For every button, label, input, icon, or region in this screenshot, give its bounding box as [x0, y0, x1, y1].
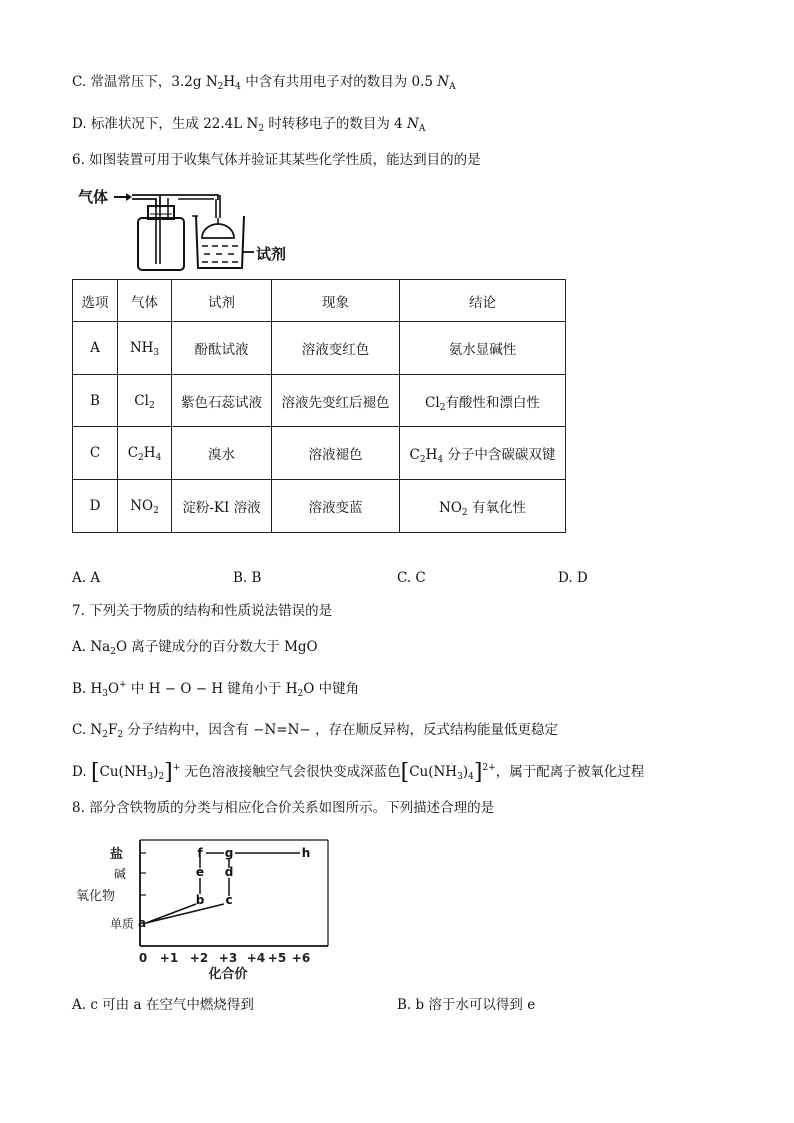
- q6-table: [72, 279, 566, 533]
- cell-gas: $NH_3$: [118, 322, 172, 375]
- q8-option-b[interactable]: B. b 溶于水可以得到 e: [397, 997, 536, 1013]
- point-g: g: [224, 846, 234, 860]
- point-b: b: [195, 893, 205, 907]
- q7-option-d[interactable]: D. $[Cu(NH_3)_2]^+$ 无色溶液接触空气会很快变成深蓝色$[Cu(NH_3)_4]^{2+}$，属于配离子被氧化过程: [72, 760, 645, 785]
- cell-option: A: [73, 322, 118, 375]
- y-label-element: 单质: [110, 917, 135, 931]
- q6-option-a[interactable]: A. A: [72, 570, 101, 586]
- cell-option: D: [73, 480, 118, 533]
- x-tick-3: +3: [218, 951, 238, 965]
- cell-conclusion: 氨水显碱性: [400, 322, 566, 375]
- x-tick-0: 0: [138, 951, 148, 965]
- gas-label: 气体: [78, 188, 109, 206]
- q7-option-b[interactable]: B. $H_3O^+$ 中 H − O − H 键角小于 $H_2O$ 中键角: [72, 680, 360, 699]
- header-reagent: 试剂: [172, 280, 272, 322]
- header-gas: 气体: [118, 280, 172, 322]
- point-c: c: [225, 893, 233, 907]
- cell-phenomenon: 溶液变红色: [272, 322, 400, 375]
- point-h: h: [301, 846, 311, 860]
- table-row: [73, 427, 566, 480]
- q7-stem: 7. 下列关于物质的结构和性质说法错误的是: [72, 603, 333, 619]
- q7-option-a[interactable]: A. $Na_2O$ 离子键成分的百分数大于 MgO: [72, 639, 318, 657]
- y-label-base: 碱: [114, 867, 127, 881]
- q6-stem: 6. 如图装置可用于收集气体并验证其某些化学性质，能达到目的的是: [72, 152, 481, 168]
- q6-apparatus-figure: [78, 180, 298, 272]
- y-label-salt: 盐: [110, 847, 124, 862]
- cell-reagent: 溴水: [172, 427, 272, 480]
- point-a: a: [137, 916, 147, 930]
- table-row: [73, 375, 566, 427]
- cell-option: C: [73, 427, 118, 480]
- header-conclusion: 结论: [400, 280, 566, 322]
- cell-reagent: 酚酞试液: [172, 322, 272, 375]
- q8-stem: 8. 部分含铁物质的分类与相应化合价关系如图所示。下列描述合理的是: [72, 800, 495, 816]
- table-row: [73, 480, 566, 533]
- y-label-oxide: 氧化物: [76, 889, 116, 904]
- reagent-label: 试剂: [256, 245, 287, 263]
- table-row: [73, 322, 566, 375]
- q5-option-c: C. 常温常压下，3.2g $N_2H_4$ 中含有共用电子对的数目为 0.5 $N_A$: [72, 74, 456, 92]
- header-phenomenon: 现象: [272, 280, 400, 322]
- x-axis-label: 化合价: [208, 967, 248, 982]
- cell-phenomenon: 溶液变蓝: [272, 480, 400, 533]
- cell-gas: $Cl_2$: [118, 375, 172, 427]
- cell-option: B: [73, 375, 118, 427]
- cell-conclusion: $Cl_2$有酸性和漂白性: [400, 375, 566, 427]
- cell-reagent: 紫色石蕊试液: [172, 375, 272, 427]
- q6-option-d[interactable]: D. D: [558, 570, 588, 586]
- table-header-row: [73, 280, 566, 322]
- point-e: e: [195, 865, 205, 879]
- cell-phenomenon: 溶液褪色: [272, 427, 400, 480]
- x-tick-5: +5: [267, 951, 287, 965]
- q6-option-b[interactable]: B. B: [233, 570, 262, 586]
- q8-iron-valence-chart: [76, 836, 340, 982]
- x-tick-1: +1: [159, 951, 179, 965]
- q7-option-c[interactable]: C. $N_2F_2$ 分子结构中，因含有 −N=N− ，存在顺反异构，反式结构能量低更稳定: [72, 722, 559, 740]
- cell-gas: $C_2H_4$: [118, 427, 172, 480]
- x-tick-6: +6: [291, 951, 311, 965]
- cell-conclusion: $C_2H_4$ 分子中含碳碳双键: [400, 427, 566, 480]
- point-f: f: [197, 846, 203, 860]
- q6-option-c[interactable]: C. C: [397, 570, 426, 586]
- cell-gas: $NO_2$: [118, 480, 172, 533]
- header-option: 选项: [73, 280, 118, 322]
- point-d: d: [224, 865, 234, 879]
- x-tick-2: +2: [189, 951, 209, 965]
- x-tick-4: +4: [246, 951, 266, 965]
- cell-phenomenon: 溶液先变红后褪色: [272, 375, 400, 427]
- cell-reagent: 淀粉-KI 溶液: [172, 480, 272, 533]
- cell-conclusion: $NO_2$ 有氧化性: [400, 480, 566, 533]
- q5-option-d: D. 标准状况下，生成 22.4L $N_2$ 时转移电子的数目为 4 $N_A$: [72, 116, 426, 134]
- q8-option-a[interactable]: A. c 可由 a 在空气中燃烧得到: [72, 997, 254, 1013]
